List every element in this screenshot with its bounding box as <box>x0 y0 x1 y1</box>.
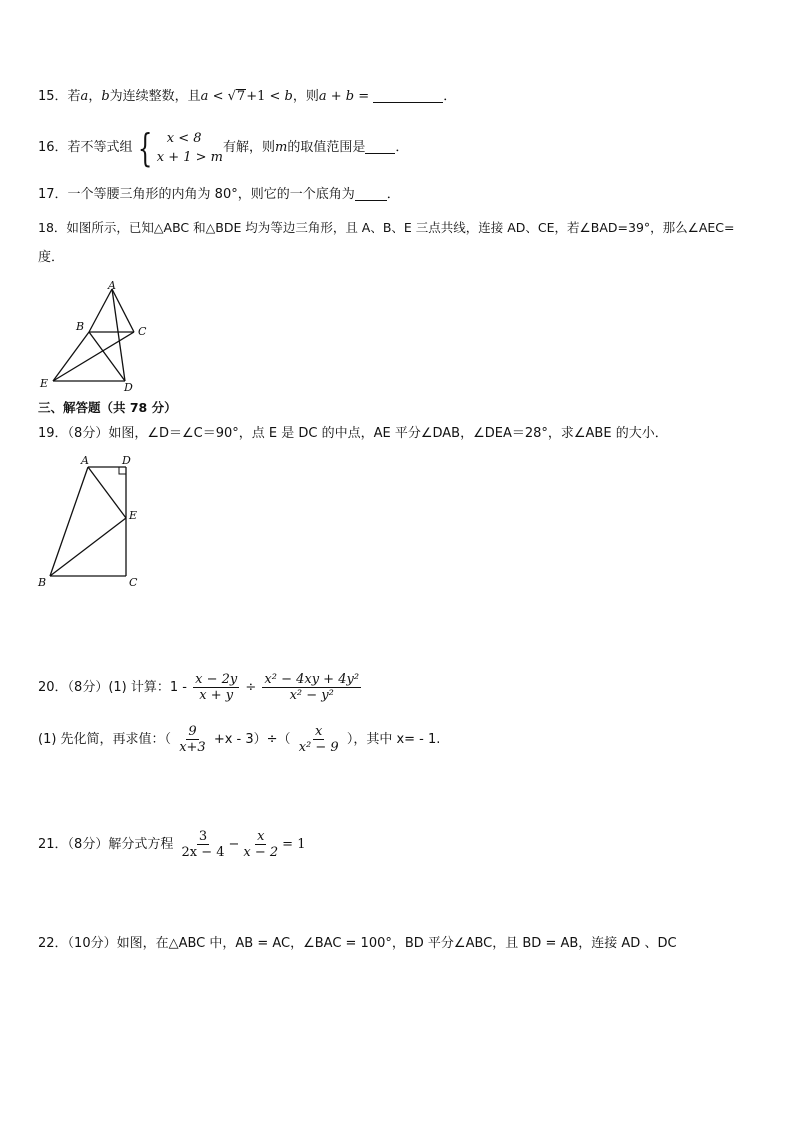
question-21: 21．（8分）解分式方程 $\frac{3}{2x - 4}$ − $\frac{x}{x - 2}$ = 1 <box>38 829 306 860</box>
figure-19 <box>36 452 146 592</box>
fraction: $\frac{3}{2x - 4}$ <box>181 829 225 860</box>
question-18: 18．如图所示，已知△ABC 和△BDE 均为等边三角形，且 A、B、E 三点共线，连接 AD、CE，若∠BAD=39°，那么∠AEC= <box>38 220 735 235</box>
seg-BE <box>50 518 126 576</box>
fraction: $\frac{x}{\text{x² − 9}}$ <box>298 724 339 755</box>
question-15: 15．若a，b为连续整数，且a < √7+1 < b，则a + b = ． <box>38 89 457 104</box>
question-16: 16．若不等式组 { x < 8 x + 1 > m 有解，则m的取值范围是 ． <box>38 125 409 170</box>
label-C: C <box>138 325 147 338</box>
fraction: $\frac{9}{x+3}$ <box>179 724 206 755</box>
label-D: D <box>124 381 133 392</box>
fraction: $\frac{x}{x - 2}$ <box>243 829 279 860</box>
answer-blank[interactable] <box>355 186 387 201</box>
label-E: E <box>40 377 49 390</box>
answer-blank[interactable] <box>373 88 443 103</box>
section-title: 三、解答题（共 78 分） <box>38 400 177 415</box>
seg-BE <box>53 332 89 381</box>
label-C: C <box>129 576 138 589</box>
seg-AB <box>89 289 112 332</box>
label-D: D <box>122 454 131 467</box>
seg-AB <box>50 467 88 576</box>
question-20: 20．（8分）(1) 计算：1 - $\frac{x - 2y}{x + y}$ ÷ $\frac{\text{x² − 4xy + 4y²}}{\text{x² − y²}}$ <box>38 672 360 703</box>
question-20-part2: (1) 先化简，再求值：（ $\frac{9}{x+3}$ +x - 3）÷（ $\frac{x}{\text{x² − 9}}$ ），其中 x= - 1. <box>38 724 441 755</box>
q15-number: 15．若 <box>38 89 81 104</box>
label-A: A <box>108 280 116 292</box>
label-A: A <box>81 454 89 467</box>
label-B: B <box>38 576 47 589</box>
fraction: $\frac{\text{x² − 4xy + 4y²}}{\text{x² − y²}}$ <box>264 672 360 703</box>
figure-18 <box>38 280 150 392</box>
question-17: 17．一个等腰三角形的内角为 80°，则它的一个底角为 ． <box>38 187 400 202</box>
right-angle-mark <box>119 467 126 474</box>
inequality-system: x < 8 x + 1 > m <box>156 130 223 165</box>
label-B: B <box>76 320 85 333</box>
label-E: E <box>129 509 138 522</box>
brace-symbol: { <box>137 125 152 170</box>
seg-AE <box>88 467 126 518</box>
question-19: 19．（8分）如图，∠D＝∠C＝90°，点 E 是 DC 的中点，AE 平分∠DAB，∠DEA＝28°，求∠ABE 的大小． <box>38 426 668 441</box>
answer-blank[interactable] <box>365 139 395 154</box>
sqrt-symbol: √ <box>227 89 236 104</box>
question-22: 22．（10分）如图，在△ABC 中，AB = AC，∠BAC = 100°，BD 平分∠ABC，且 BD = AB，连接 AD 、DC <box>38 936 677 951</box>
fraction: $\frac{x - 2y}{x + y}$ <box>195 672 238 703</box>
question-18-cont: 度． <box>38 250 65 265</box>
